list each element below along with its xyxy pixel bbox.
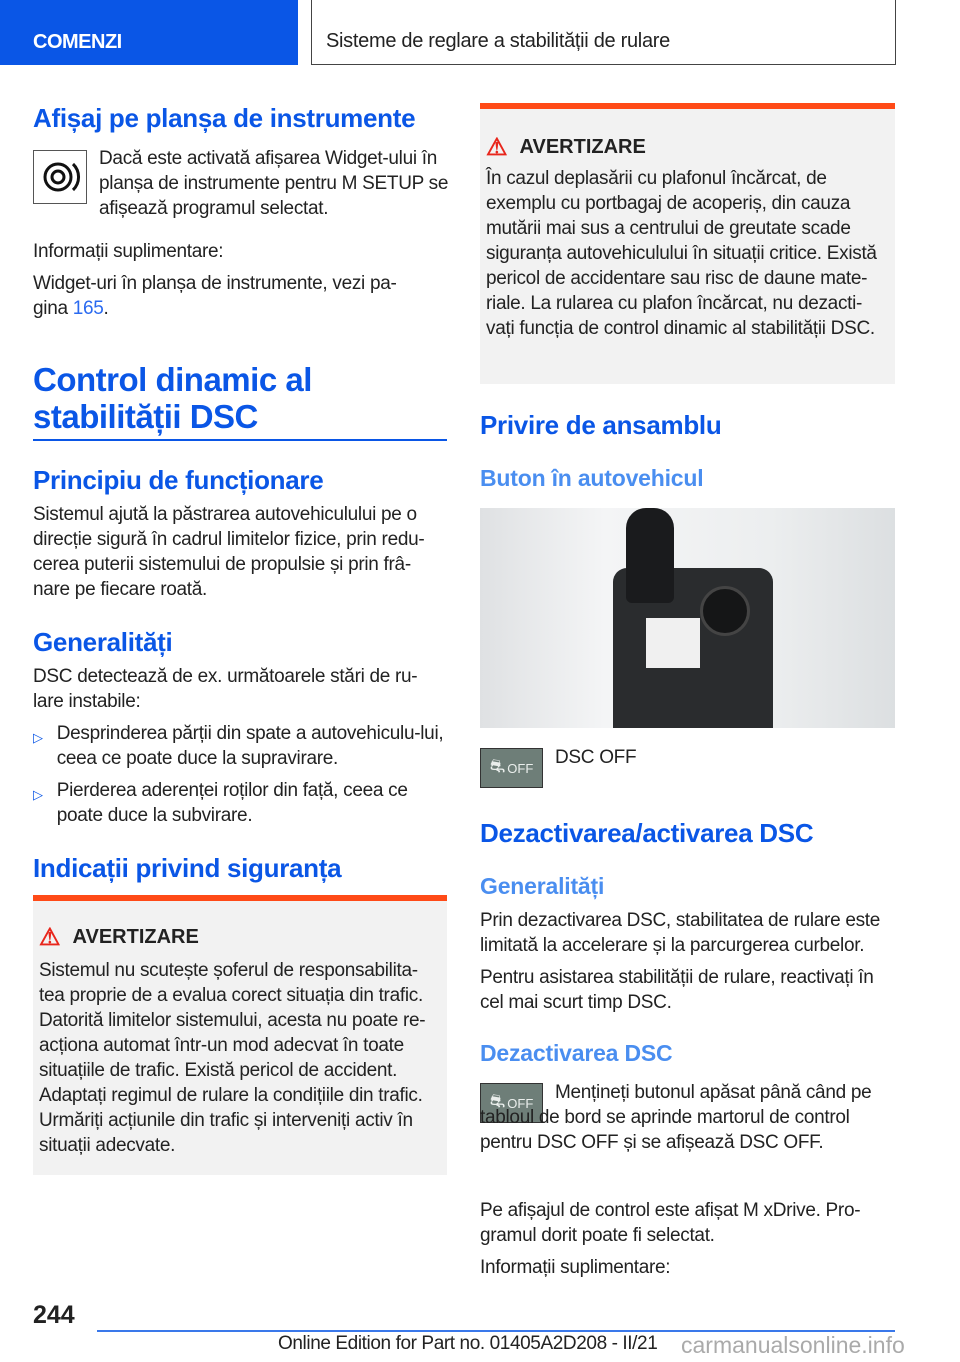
heading-general-right: Generalități [480, 873, 605, 899]
warning-icon: ⚠ [486, 134, 508, 161]
chapter-title: Sisteme de reglare a stabilității de rulare [311, 0, 896, 65]
warning-box [480, 103, 895, 384]
dsc-off-caption: DSC OFF [555, 747, 637, 768]
heading-display: Afișaj pe planșa de instrumente [33, 103, 416, 133]
warning-box [33, 895, 447, 1175]
edition-text: Online Edition for Part no. 01405A2D208 - II/21 [278, 1333, 658, 1354]
heading-safety: Indicații privind siguranța [33, 853, 342, 883]
list-item [33, 778, 445, 828]
warning-title: AVERTIZARE [72, 926, 199, 948]
heading-overview: Privire de ansamblu [480, 410, 722, 440]
warning-text: Sistemul nu scutește șoferul de responsabilita-tea proprie de a evalua corect situația din trafic. Datorită limitelor sistemului, acesta nu poate re-acționa automat într-un mod adecvat în toate situațiile de trafic. Există pericol de accident. Adaptați regimul de rulare la condițiile din trafic. Urmăriți acțiunile din trafic și interveniți activ în situații adecvate. [39, 960, 426, 1156]
warning-text: În cazul deplasării cu plafonul încărcat, de exemplu cu portbagaj de acoperiș, din cauza mutării mai sus a centrului de greutate scade siguranța autovehiculului în situații critice. Există pericol de accidentare sau risc de daune mate-riale. La rularea cu plafon încărcat, nu dezacti-vați funcția de control dinamic al stabilității DSC. [486, 168, 877, 339]
console-photo [480, 508, 895, 728]
section-tab: COMENZI [0, 0, 298, 65]
triangle-bullet-icon: ▷ [33, 730, 43, 745]
general-p1: Prin dezactivarea DSC, stabilitatea de rulare este limitată la accelerare și la parcurgerea curbelor. [480, 910, 881, 956]
dsc-off-icon: ⛐ OFF [480, 1083, 543, 1123]
icon-off-label: OFF [507, 1095, 534, 1111]
bullet-text: Pierderea aderenței roților din față, ceea ce poate duce la subvirare. [56, 780, 408, 826]
icon-off-label: OFF [507, 760, 534, 776]
heading-dsc [33, 361, 447, 441]
warning-title: AVERTIZARE [519, 136, 646, 158]
general-text: DSC detectează de ex. următoarele stări de ru-lare instabile: [33, 666, 418, 712]
display-text: Dacă este activată afișarea Widget-ului în planșa de instrumente pentru M SETUP se afișează programul selectat. [99, 148, 449, 219]
list-item [33, 721, 445, 771]
widget-reference: Widget-uri în planșa de instrumente, vezi pa-gina 165. [33, 273, 397, 319]
heading-general: Generalități [33, 627, 173, 657]
deactivate-text: Mențineți butonul apăsat până când pe tabloul de bord se aprinde martorul de control pentru DSC OFF și se afișează DSC OFF. [480, 1082, 872, 1153]
heading-line: Control dinamic al [33, 361, 312, 398]
page-link[interactable]: 165 [72, 298, 104, 319]
principle-text: Sistemul ajută la păstrarea autovehiculului pe o direcție sigură în cadrul limitelor fizice, prin redu-cerea puterii sistemului de propulsie și prin frâ-nare pe fiecare roată. [33, 504, 425, 600]
bullet-text: Desprinderea părții din spate a autovehiculu-lui, ceea ce poate duce la supravirare. [56, 723, 444, 769]
heading-button: Buton în autovehicul [480, 465, 704, 491]
warning-icon: ⚠ [39, 924, 61, 951]
heading-principle: Principiu de funcționare [33, 465, 324, 495]
info-label: Informații suplimentare: [33, 241, 224, 262]
info-label-right: Informații suplimentare: [480, 1257, 671, 1278]
heading-line: stabilității DSC [33, 398, 258, 435]
heading-deactivate: Dezactivarea/activarea DSC [480, 818, 814, 848]
triangle-bullet-icon: ▷ [33, 787, 43, 802]
page-number: 244 [33, 1301, 75, 1329]
dsc-off-icon: ⛐ OFF [480, 748, 543, 788]
general-p2: Pentru asistarea stabilității de rulare, reactivați în cel mai scurt timp DSC. [480, 967, 874, 1013]
widget-ref-text: Widget-uri în planșa de instrumente, vezi pa-gina [33, 273, 397, 319]
mxdrive-text: Pe afișajul de control este afișat M xDrive. Pro-gramul dorit poate fi selectat. [480, 1200, 861, 1246]
heading-deactivate-dsc: Dezactivarea DSC [480, 1040, 673, 1066]
widget-icon [33, 150, 87, 204]
watermark: carmanualsonline.info [681, 1332, 905, 1358]
